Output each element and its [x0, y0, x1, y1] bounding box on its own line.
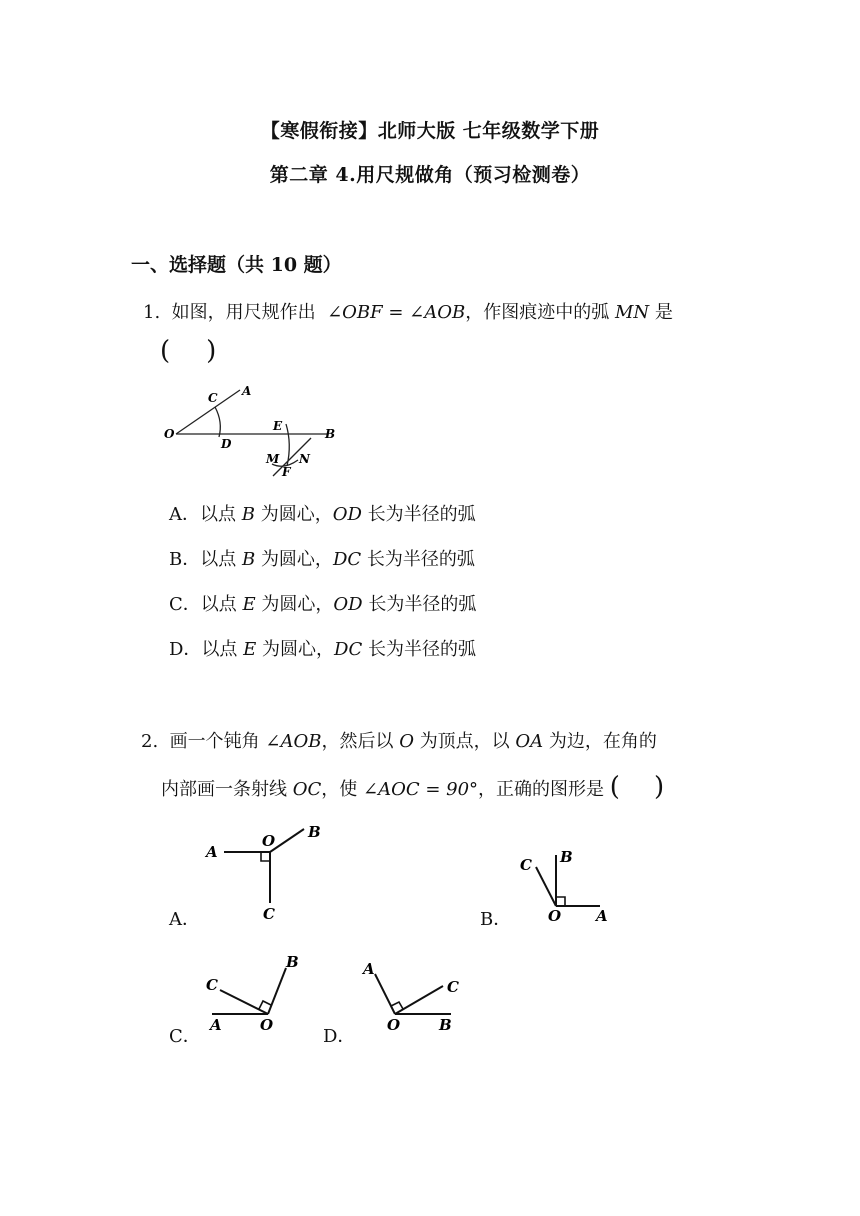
option-d-label[interactable]: D． [323, 1026, 356, 1047]
label-c: C [263, 905, 275, 923]
page-subtitle: 第二章 4.用尺规做角（预习检测卷） [269, 164, 591, 186]
label-c: C [520, 856, 532, 874]
label-b: B [308, 823, 321, 841]
option-b[interactable]: B．以点 B 为圆心，DC 长为半径的弧 [169, 549, 475, 570]
question-1-stem [143, 298, 673, 324]
answer-blank: ( ) [160, 336, 217, 366]
label-b: B [325, 427, 336, 441]
label-c: C [206, 976, 218, 994]
label-b: B [286, 953, 299, 971]
figure-option-a [200, 815, 330, 925]
option-b-label[interactable]: B． [480, 909, 512, 930]
question-number: 1. [143, 302, 161, 323]
label-m: M [266, 452, 280, 466]
label-a: A [596, 907, 608, 925]
question-1-figure [160, 380, 350, 480]
question-text: 是 [654, 302, 673, 323]
question-2-stem-line2: 内部画一条射线 OC，使 ∠AOC = 90°，正确的图形是 ( ) [161, 772, 665, 802]
option-d[interactable]: D．以点 E 为圆心，DC 长为半径的弧 [169, 639, 476, 660]
question-2-stem-line1: 2. 画一个钝角 ∠AOB，然后以 O 为顶点，以 OA 为边，在角的 [141, 731, 657, 752]
label-o: O [548, 907, 562, 925]
answer-blank: ( ) [609, 772, 665, 802]
label-a: A [242, 384, 252, 398]
label-e: E [273, 419, 283, 433]
option-a[interactable]: A．以点 B 为圆心，OD 长为半径的弧 [169, 504, 476, 525]
option-c-label[interactable]: C． [169, 1026, 201, 1047]
label-b: B [439, 1016, 452, 1034]
math-expression: ∠OBF = ∠AOB [327, 302, 466, 323]
label-b: B [560, 848, 573, 866]
label-d: D [221, 437, 232, 451]
page-title: 【寒假衔接】北师大版 七年级数学下册 [260, 120, 600, 142]
label-o: O [164, 427, 175, 441]
question-number: 2. [141, 731, 159, 752]
option-a-label[interactable]: A． [169, 909, 200, 930]
arc-cd [215, 407, 220, 437]
label-a: A [206, 843, 218, 861]
label-n: N [299, 452, 310, 466]
label-a: A [363, 960, 375, 978]
option-c[interactable]: C．以点 E 为圆心，OD 长为半径的弧 [169, 594, 477, 615]
figure-option-d [355, 950, 475, 1035]
label-c: C [208, 391, 218, 405]
figure-option-b [510, 845, 620, 925]
label-o: O [260, 1016, 274, 1034]
label-o: O [387, 1016, 401, 1034]
label-o: O [262, 832, 276, 850]
label-f: F [282, 465, 291, 479]
question-text: 如图，用尺规作出 [171, 302, 316, 323]
label-a: A [210, 1016, 222, 1034]
label-c: C [447, 978, 459, 996]
math-expression: MN [614, 302, 650, 323]
question-text: ，作图痕迹中的弧 [465, 302, 610, 323]
section-heading: 一、选择题（共 10 题） [131, 254, 342, 276]
figure-option-c [200, 950, 310, 1035]
